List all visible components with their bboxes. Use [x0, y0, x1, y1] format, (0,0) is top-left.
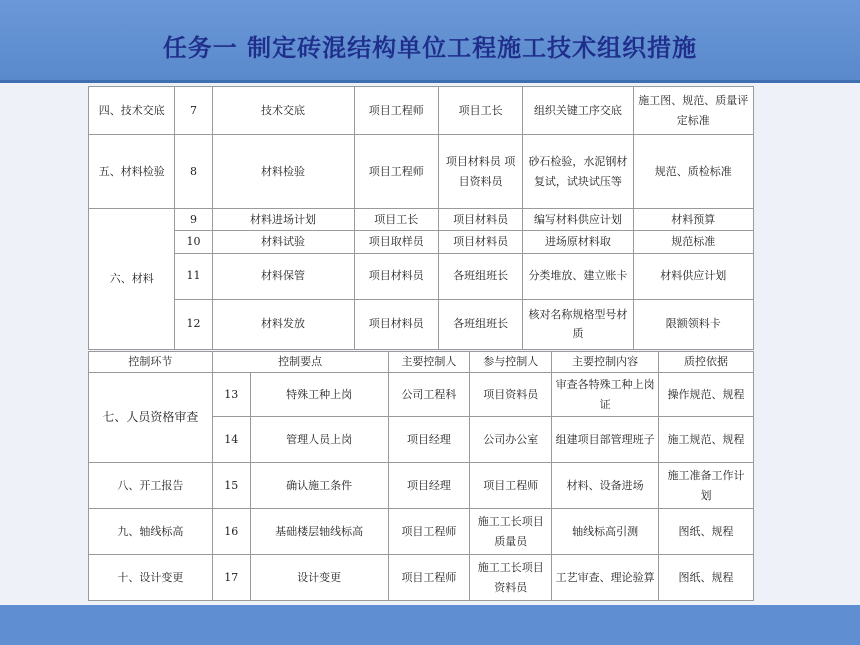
number-cell: 12	[175, 299, 212, 349]
section-cell: 四、技术交底	[89, 87, 175, 135]
table-row	[89, 299, 754, 349]
table-row	[89, 509, 754, 555]
slide-title: 任务一 制定砖混结构单位工程施工技术组织措施	[162, 33, 698, 62]
header-basis: 质控依据	[659, 352, 754, 373]
table-row	[89, 555, 754, 601]
participant-cell: 施工工长项目资料员	[470, 555, 552, 601]
participant-cell: 项目材料员	[438, 231, 522, 253]
control-point-cell: 确认施工条件	[250, 463, 388, 509]
number-cell: 15	[212, 463, 250, 509]
number-cell: 9	[175, 209, 212, 231]
number-cell: 16	[212, 509, 250, 555]
basis-cell: 图纸、规程	[659, 555, 754, 601]
control-point-cell: 技术交底	[212, 87, 354, 135]
control-point-cell: 材料进场计划	[212, 209, 354, 231]
participant-cell: 施工工长项目质量员	[470, 509, 552, 555]
main-controller-cell: 项目材料员	[354, 253, 438, 299]
table-row	[89, 463, 754, 509]
control-point-cell: 材料试验	[212, 231, 354, 253]
control-content-cell: 组织关键工序交底	[523, 87, 633, 135]
control-point-cell: 材料检验	[212, 135, 354, 209]
participant-cell: 公司办公室	[470, 417, 552, 463]
control-table-top	[88, 86, 754, 350]
table-row	[89, 253, 754, 299]
main-controller-cell: 项目经理	[388, 463, 470, 509]
control-content-cell: 核对名称规格型号材质	[523, 299, 633, 349]
basis-cell: 限额领料卡	[633, 299, 753, 349]
control-content-cell: 材料、设备进场	[552, 463, 659, 509]
basis-cell: 施工图、规范、质量评定标准	[633, 87, 753, 135]
participant-cell: 各班组班长	[438, 299, 522, 349]
table-row	[89, 87, 754, 135]
table-row	[89, 373, 754, 417]
section-cell: 六、材料	[89, 209, 175, 350]
header-section: 控制环节	[89, 352, 213, 373]
participant-cell: 项目材料员	[438, 209, 522, 231]
control-point-cell: 设计变更	[250, 555, 388, 601]
participant-cell: 项目材料员 项目资料员	[438, 135, 522, 209]
number-cell: 10	[175, 231, 212, 253]
main-controller-cell: 项目工程师	[388, 509, 470, 555]
control-content-cell: 组建项目部管理班子	[552, 417, 659, 463]
table-row	[89, 135, 754, 209]
main-controller-cell: 项目工长	[354, 209, 438, 231]
control-point-cell: 基础楼层轴线标高	[250, 509, 388, 555]
main-controller-cell: 项目取样员	[354, 231, 438, 253]
main-controller-cell: 项目经理	[388, 417, 470, 463]
section-cell: 五、材料检验	[89, 135, 175, 209]
number-cell: 17	[212, 555, 250, 601]
table-header-row	[89, 352, 754, 373]
table-row	[89, 231, 754, 253]
participant-cell: 项目工程师	[470, 463, 552, 509]
control-content-cell: 进场原材料取	[523, 231, 633, 253]
section-cell: 九、轴线标高	[89, 509, 213, 555]
number-cell: 11	[175, 253, 212, 299]
header-main-controller: 主要控制人	[388, 352, 470, 373]
number-cell: 14	[212, 417, 250, 463]
main-controller-cell: 项目材料员	[354, 299, 438, 349]
main-controller-cell: 项目工程师	[388, 555, 470, 601]
section-cell: 八、开工报告	[89, 463, 213, 509]
control-content-cell: 审查各特殊工种上岗证	[552, 373, 659, 417]
basis-cell: 操作规范、规程	[659, 373, 754, 417]
section-cell: 十、设计变更	[89, 555, 213, 601]
table-row	[89, 209, 754, 231]
basis-cell: 图纸、规程	[659, 509, 754, 555]
control-content-cell: 编写材料供应计划	[523, 209, 633, 231]
main-controller-cell: 项目工程师	[354, 87, 438, 135]
control-content-cell: 分类堆放、建立账卡	[523, 253, 633, 299]
control-point-cell: 管理人员上岗	[250, 417, 388, 463]
participant-cell: 各班组班长	[438, 253, 522, 299]
control-point-cell: 材料保管	[212, 253, 354, 299]
header-control-content: 主要控制内容	[552, 352, 659, 373]
control-content-cell: 工艺审查、理论验算	[552, 555, 659, 601]
control-point-cell: 特殊工种上岗	[250, 373, 388, 417]
basis-cell: 材料预算	[633, 209, 753, 231]
number-cell: 8	[175, 135, 212, 209]
control-content-cell: 轴线标高引测	[552, 509, 659, 555]
basis-cell: 施工规范、规程	[659, 417, 754, 463]
basis-cell: 规范、质检标准	[633, 135, 753, 209]
participant-cell: 项目工长	[438, 87, 522, 135]
control-table-bottom	[88, 351, 754, 601]
header-participant: 参与控制人	[470, 352, 552, 373]
basis-cell: 材料供应计划	[633, 253, 753, 299]
footer-bar	[0, 605, 860, 645]
control-content-cell: 砂石检验，水泥钢材复试，试块试压等	[523, 135, 633, 209]
main-controller-cell: 项目工程师	[354, 135, 438, 209]
number-cell: 13	[212, 373, 250, 417]
participant-cell: 项目资料员	[470, 373, 552, 417]
number-cell: 7	[175, 87, 212, 135]
section-cell: 七、人员资格审查	[89, 373, 213, 463]
header-control-point: 控制要点	[212, 352, 388, 373]
main-controller-cell: 公司工程科	[388, 373, 470, 417]
control-point-cell: 材料发放	[212, 299, 354, 349]
basis-cell: 规范标准	[633, 231, 753, 253]
basis-cell: 施工准备工作计划	[659, 463, 754, 509]
